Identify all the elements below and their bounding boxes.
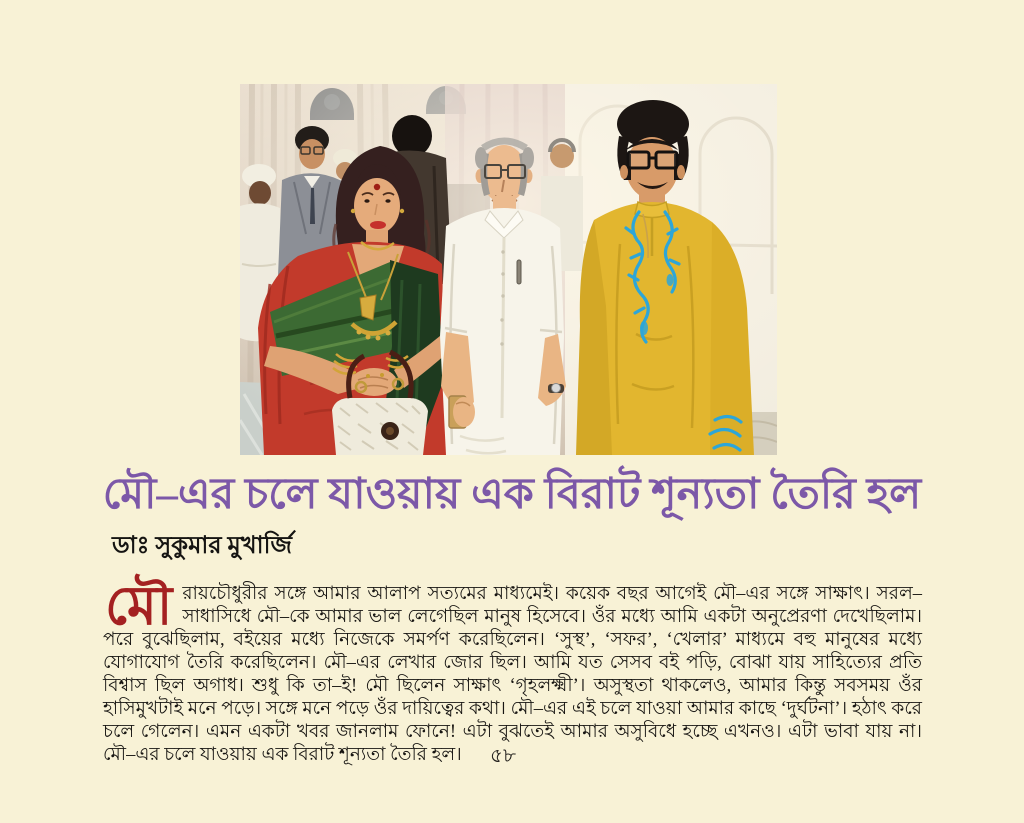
- page-number: ৫৮: [490, 745, 516, 767]
- article-photo: [240, 84, 777, 455]
- article-headline: মৌ–এর চলে যাওয়ায় এক বিরাট শূন্যতা তৈরি হল: [102, 471, 922, 518]
- body-paragraph: রায়চৌধুরীর সঙ্গে আমার আলাপ সত্যমের মাধ্যমেই। কয়েক বছর আগেই মৌ–এর সঙ্গে সাক্ষাৎ। সরল–সাধাসিধে মৌ–কে আমার ভাল লেগেছিল মানুষ হিসেবে। ওঁর মধ্যে আমি একটা অনুপ্রেরণা দেখেছিলাম। পরে বুঝেছিলাম, বইয়ের মধ্যে নিজেকে সমর্পণ করেছিলেন। ‘সুস্থ’, ‘সফর’, ‘খেলার’ মাধ্যমে বহু মানুষের মধ্যে যোগাযোগ তৈরি করেছিলেন। মৌ–এর লেখার জোর ছিল। আমি যত সেসব বই পড়ি, বোঝা যায় সাহিত্যের প্রতি বিশ্বাস ছিল অগাধ। শুধু কি তা–ই! মৌ ছিলেন সাক্ষাৎ ‘গৃহলক্ষ্মী’। অসুস্থতা থাকলেও, আমার কিন্তু সবসময় ওঁর হাসিমুখটাই মনে পড়ে। সঙ্গে মনে পড়ে ওঁর দায়িত্বের কথা। মৌ–এর এই চলে যাওয়া আমার কাছে ‘দুর্ঘটনা’। হঠাৎ করে চলে গেলেন। এমন একটা খবর জানলাম ফোনে! এটা বুঝতেই আমার অসুবিধে হচ্ছে এখনও। এটা ভাবা যায় না। মৌ–এর চলে যাওয়ায় এক বিরাট শূন্যতা তৈরি হল।: [103, 584, 922, 765]
- photo-illustration: [240, 84, 777, 455]
- dropcap: মৌ: [105, 576, 173, 636]
- article-byline: ডাঃ সুকুমার মুখার্জি: [112, 533, 292, 559]
